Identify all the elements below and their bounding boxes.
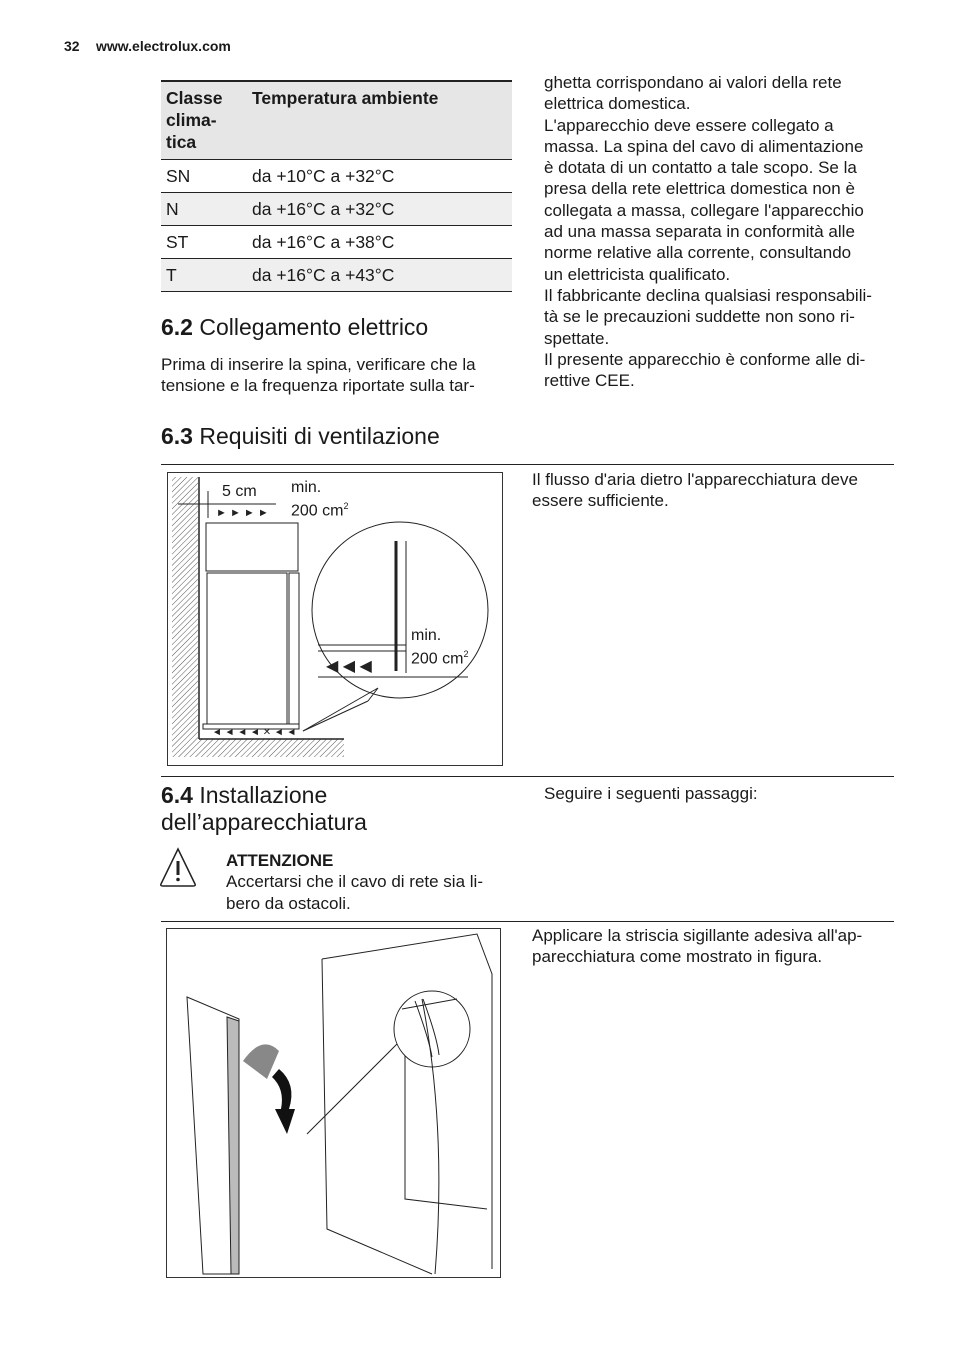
text-line: presa della rete elettrica domestica non è [544, 179, 855, 199]
svg-text:◀ ◀ ◀: ◀ ◀ ◀ [326, 658, 372, 675]
text-line: parecchiatura come mostrato in figura. [532, 947, 823, 967]
cell-temp: da +16°C a +43°C [247, 259, 512, 292]
section-number: 6.3 [161, 423, 193, 449]
text-line: Il fabbricante declina qualsiasi responsabili- [544, 285, 872, 305]
min-label-top: min. [291, 479, 322, 496]
text-line: essere sufficiente. [532, 491, 669, 511]
text-line: massa. La spina del cavo di alimentazione [544, 136, 864, 156]
min-label-detail: min. [411, 627, 442, 644]
section-title-line2: dell’apparecchiatura [161, 809, 367, 835]
text-line: Il presente apparecchio è conforme alle di- [544, 349, 866, 369]
text-line: Applicare la striscia sigillante adesiva all'ap- [532, 926, 863, 945]
divider [161, 464, 894, 465]
text-line: bero da ostacoli. [226, 893, 351, 913]
text-line: collegata a massa, collegare l'apparecchio [544, 200, 864, 220]
text-line: un elettricista qualificato. [544, 264, 731, 284]
text-line: ad una massa separata in conformità alle [544, 222, 855, 242]
section-heading-6-4 [161, 782, 367, 836]
climate-class-table [161, 80, 512, 292]
svg-text:► ► ► ►: ► ► ► ► [216, 507, 269, 519]
ventilation-figure [167, 472, 503, 766]
table-row [161, 259, 512, 292]
text-line: Il flusso d'aria dietro l'apparecchiatura deve [532, 470, 858, 489]
warning-icon [158, 846, 198, 888]
warning-title: ATTENZIONE [226, 851, 334, 870]
divider [161, 776, 894, 777]
cell-temp: da +10°C a +32°C [247, 160, 512, 193]
warning-box [226, 850, 483, 914]
section-number: 6.2 [161, 314, 193, 340]
superscript: 2 [343, 501, 349, 511]
col-header-class [161, 81, 247, 160]
text-line: è dotata di un contatto a tale scopo. Se la [544, 158, 857, 178]
text-line: rettive CEE. [544, 371, 635, 391]
table-row [161, 226, 512, 259]
area-value: 200 cm [291, 502, 344, 520]
cell-class: T [161, 259, 247, 292]
area-label-detail [411, 649, 468, 668]
cell-class: ST [161, 226, 247, 259]
text-line: spettate. [544, 328, 610, 348]
area-label-top [291, 501, 348, 520]
seal-strip-figure [166, 928, 501, 1278]
section-title: Installazione [199, 782, 328, 808]
header-line: Classe [166, 88, 223, 108]
ventilation-text [532, 469, 858, 512]
seal-strip-diagram [167, 929, 500, 1277]
paragraph [161, 354, 476, 397]
section-heading-6-2 [161, 314, 428, 341]
text-line: L'apparecchio deve essere collegato a [544, 115, 834, 135]
step-text [532, 925, 862, 968]
svg-text:◄ ◄ ◄ ◄ ✕ ◄ ◄: ◄ ◄ ◄ ◄ ✕ ◄ ◄ [212, 727, 297, 738]
header-line: tica [166, 132, 197, 152]
cell-class: SN [161, 160, 247, 193]
text-line: Accertarsi che il cavo di rete sia li- [226, 872, 483, 892]
paragraph-right [544, 72, 872, 391]
header-line: clima- [166, 110, 217, 130]
section-heading-6-3 [161, 423, 440, 450]
superscript: 2 [463, 649, 469, 659]
cell-class: N [161, 193, 247, 226]
col-header-temp: Temperatura ambiente [247, 81, 512, 160]
cell-temp: da +16°C a +32°C [247, 193, 512, 226]
area-value: 200 cm [411, 650, 464, 668]
text-line: tensione e la frequenza riportate sulla tar- [161, 376, 475, 396]
page-number: 32 [64, 38, 80, 54]
cell-temp: da +16°C a +38°C [247, 226, 512, 259]
text-line: Prima di inserire la spina, verificare che la [161, 355, 476, 374]
divider [161, 921, 894, 922]
steps-intro: Seguire i seguenti passaggi: [544, 784, 758, 803]
section-number: 6.4 [161, 782, 193, 808]
text-line: tà se le precauzioni suddette non sono ri- [544, 307, 855, 327]
text-line: elettrica domestica. [544, 94, 691, 114]
gap-label: 5 cm [222, 483, 257, 500]
table-row [161, 193, 512, 226]
section-title: Requisiti di ventilazione [199, 423, 440, 449]
table-row [161, 160, 512, 193]
site-url: www.electrolux.com [96, 38, 231, 54]
text-line: ghetta corrispondano ai valori della rete [544, 73, 842, 92]
text-line: norme relative alla corrente, consultando [544, 243, 852, 263]
section-title: Collegamento elettrico [199, 314, 429, 340]
